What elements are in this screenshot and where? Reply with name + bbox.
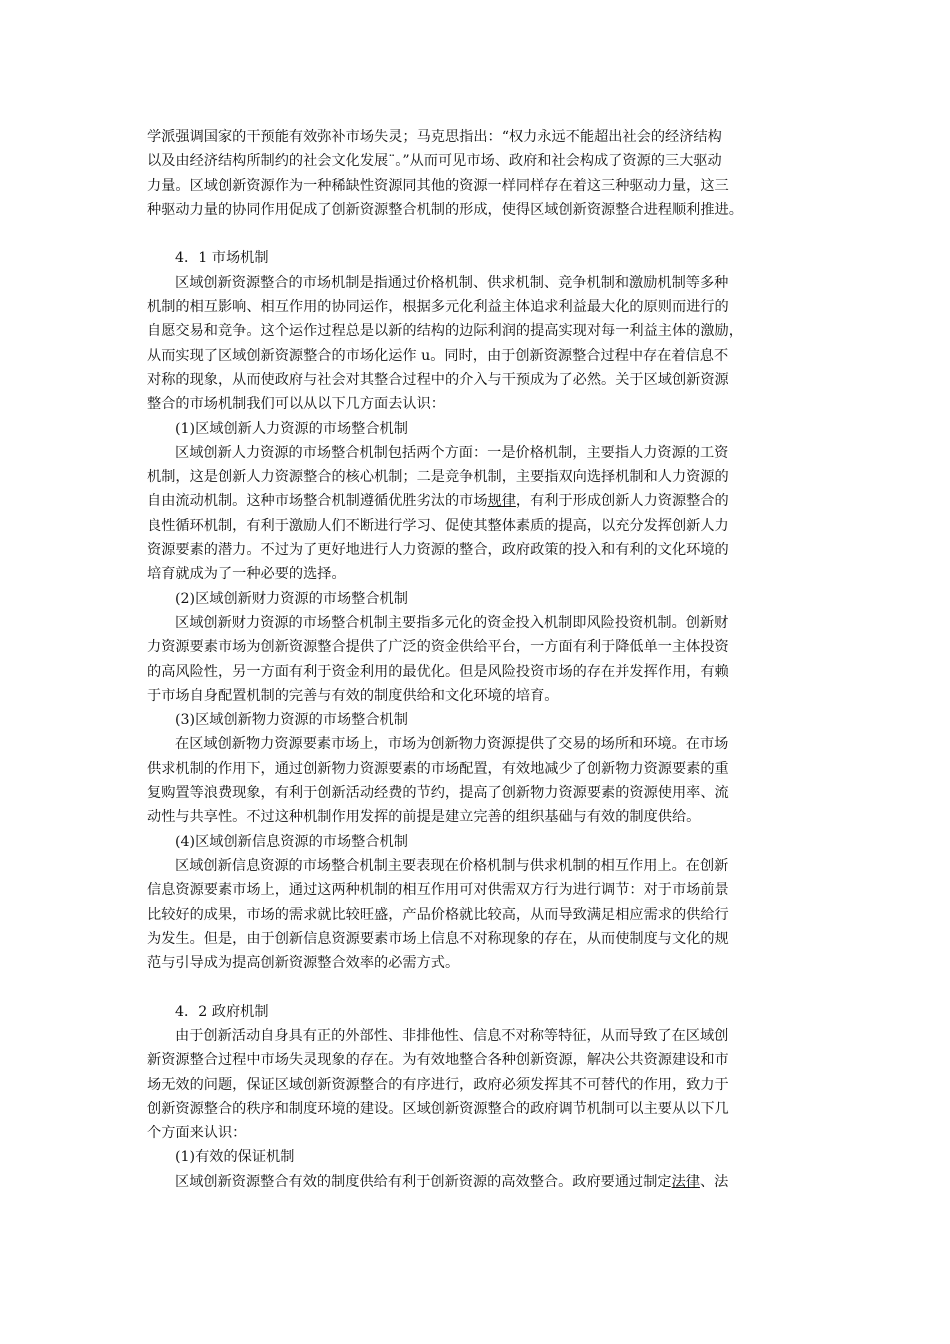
blank-line bbox=[147, 975, 807, 999]
text-line: 信息资源要素市场上，通过这两种机制的相互作用可对供需双方行为进行调节：对于市场前景 bbox=[147, 882, 729, 899]
text-line: 由于创新活动自身具有正的外部性、非排他性、信息不对称等特征，从而导致了在区域创 bbox=[175, 1027, 729, 1044]
text-line: 从而实现了区域创新资源整合的市场化运作 u。同时，由于创新资源整合过程中存在着信息不 bbox=[147, 347, 729, 364]
subsection-title: (2)区域创新财力资源的市场整合机制 bbox=[175, 590, 408, 607]
text-line: 范与引导成为提高创新资源整合效率的必需方式。 bbox=[147, 955, 460, 972]
text-line: 培育就成为了一种必要的选择。 bbox=[147, 566, 346, 583]
keyword-link[interactable]: 法律 bbox=[671, 1173, 700, 1190]
text-line: 机制的相互影响、相互作用的协同运作，根据多元化利益主体追求利益最大化的原则而进行的 bbox=[147, 299, 729, 316]
text-line: 比较好的成果，市场的需求就比较旺盛，产品价格就比较高，从而导致满足相应需求的供给行 bbox=[147, 906, 729, 923]
text-line: 学派强调国家的干预能有效弥补市场失灵；马克思指出：“权力永远不能超出社会的经济结构 bbox=[147, 129, 722, 145]
text-line: 创新资源整合的秩序和制度环境的建设。区域创新资源整合的政府调节机制可以主要从以下几 bbox=[147, 1100, 729, 1117]
section-heading: 4．1 市场机制 bbox=[175, 250, 269, 267]
text-line: 新资源整合过程中市场失灵现象的存在。为有效地整合各种创新资源，解决公共资源建设和市 bbox=[147, 1052, 729, 1069]
text-line: 在区域创新物力资源要素市场上，市场为创新物力资源提供了交易的场所和环境。在市场 bbox=[175, 736, 729, 753]
text-line: 复购置等浪费现象，有利于创新活动经费的节约，提高了创新物力资源要素的资源使用率、流 bbox=[147, 785, 729, 802]
text-line: 区域创新信息资源的市场整合机制主要表现在价格机制与供求机制的相互作用上。在创新 bbox=[175, 857, 729, 874]
section-heading: 4．2 政府机制 bbox=[175, 1003, 269, 1020]
subsection-title: (4)区域创新信息资源的市场整合机制 bbox=[175, 833, 408, 850]
text-line: 区域创新人力资源的市场整合机制包括两个方面：一是价格机制，主要指人力资源的工资 bbox=[175, 444, 729, 461]
document-page bbox=[147, 125, 807, 1194]
text-line: 良性循环机制，有利于激励人们不断进行学习、促使其整体素质的提高，以充分发挥创新人力 bbox=[147, 517, 729, 534]
keyword-link[interactable]: 规律 bbox=[487, 493, 516, 510]
text-span: 自由流动机制。这种市场整合机制遵循优胜劣汰的市场 bbox=[147, 493, 488, 510]
section-4-1 bbox=[147, 246, 807, 975]
subsection-title: (3)区域创新物力资源的市场整合机制 bbox=[175, 712, 408, 729]
text-line: 整合的市场机制我们可以从以下几方面去认识： bbox=[147, 396, 445, 413]
text-line: 力资源要素市场为创新资源整合提供了广泛的资金供给平台，一方面有利于降低单一主体投资 bbox=[147, 639, 729, 656]
text-line: 区域创新资源整合的市场机制是指通过价格机制、供求机制、竞争机制和激励机制等多种 bbox=[175, 274, 729, 291]
text-line: 自愿交易和竞争。这个运作过程总是以新的结构的边际利润的提高实现对每一利益主体的激励， bbox=[147, 323, 743, 340]
text-line: 于市场自身配置机制的完善与有效的制度供给和文化环境的培育。 bbox=[147, 687, 559, 704]
text-line: 供求机制的作用下，通过创新物力资源要素的市场配置，有效地减少了创新物力资源要素的重 bbox=[147, 760, 729, 777]
subsection-title: (1)区域创新人力资源的市场整合机制 bbox=[175, 420, 408, 437]
blank-line bbox=[147, 222, 807, 246]
text-line: 机制，这是创新人力资源整合的核心机制；二是竞争机制，主要指双向选择机制和人力资源的 bbox=[147, 469, 729, 486]
text-line bbox=[147, 489, 807, 513]
text-line: 动性与共享性。不过这种机制作用发挥的前提是建立完善的组织基础与有效的制度供给。 bbox=[147, 809, 701, 826]
text-line: 资源要素的潜力。不过为了更好地进行人力资源的整合，政府政策的投入和有利的文化环境的 bbox=[147, 542, 729, 559]
text-line: 以及由经济结构所制约的社会文化发展¨。”从而可见市场、政府和社会构成了资源的三大驱动 bbox=[147, 153, 722, 170]
intro-paragraph bbox=[147, 125, 807, 222]
text-line: 力量。区域创新资源作为一种稀缺性资源同其他的资源一样同样存在着这三种驱动力量，这三 bbox=[147, 177, 729, 194]
text-span: 、法 bbox=[699, 1173, 729, 1190]
text-line: 种驱动力量的协同作用促成了创新资源整合机制的形成，使得区域创新资源整合进程顺利推进。 bbox=[147, 201, 743, 218]
section-4-2 bbox=[147, 1000, 807, 1194]
text-span: 区域创新资源整合有效的制度供给有利于创新资源的高效整合。政府要通过制定 bbox=[175, 1173, 672, 1190]
text-line: 区域创新财力资源的市场整合机制主要指多元化的资金投入机制即风险投资机制。创新财 bbox=[175, 614, 729, 631]
text-line: 的高风险性，另一方面有利于资金利用的最优化。但是风险投资市场的存在并发挥作用，有赖 bbox=[147, 663, 729, 680]
text-line bbox=[147, 1170, 807, 1194]
text-line: 为发生。但是，由于创新信息资源要素市场上信息不对称现象的存在，从而使制度与文化的规 bbox=[147, 930, 729, 947]
text-line: 场无效的问题，保证区域创新资源整合的有序进行，政府必须发挥其不可替代的作用，致力于 bbox=[147, 1076, 729, 1093]
text-line: 个方面来认识： bbox=[147, 1125, 247, 1142]
text-line: 对称的现象，从而使政府与社会对其整合过程中的介入与干预成为了必然。关于区域创新资源 bbox=[147, 371, 729, 388]
text-span: ，有利于形成创新人力资源整合的 bbox=[515, 493, 729, 510]
subsection-title: (1)有效的保证机制 bbox=[175, 1149, 295, 1166]
